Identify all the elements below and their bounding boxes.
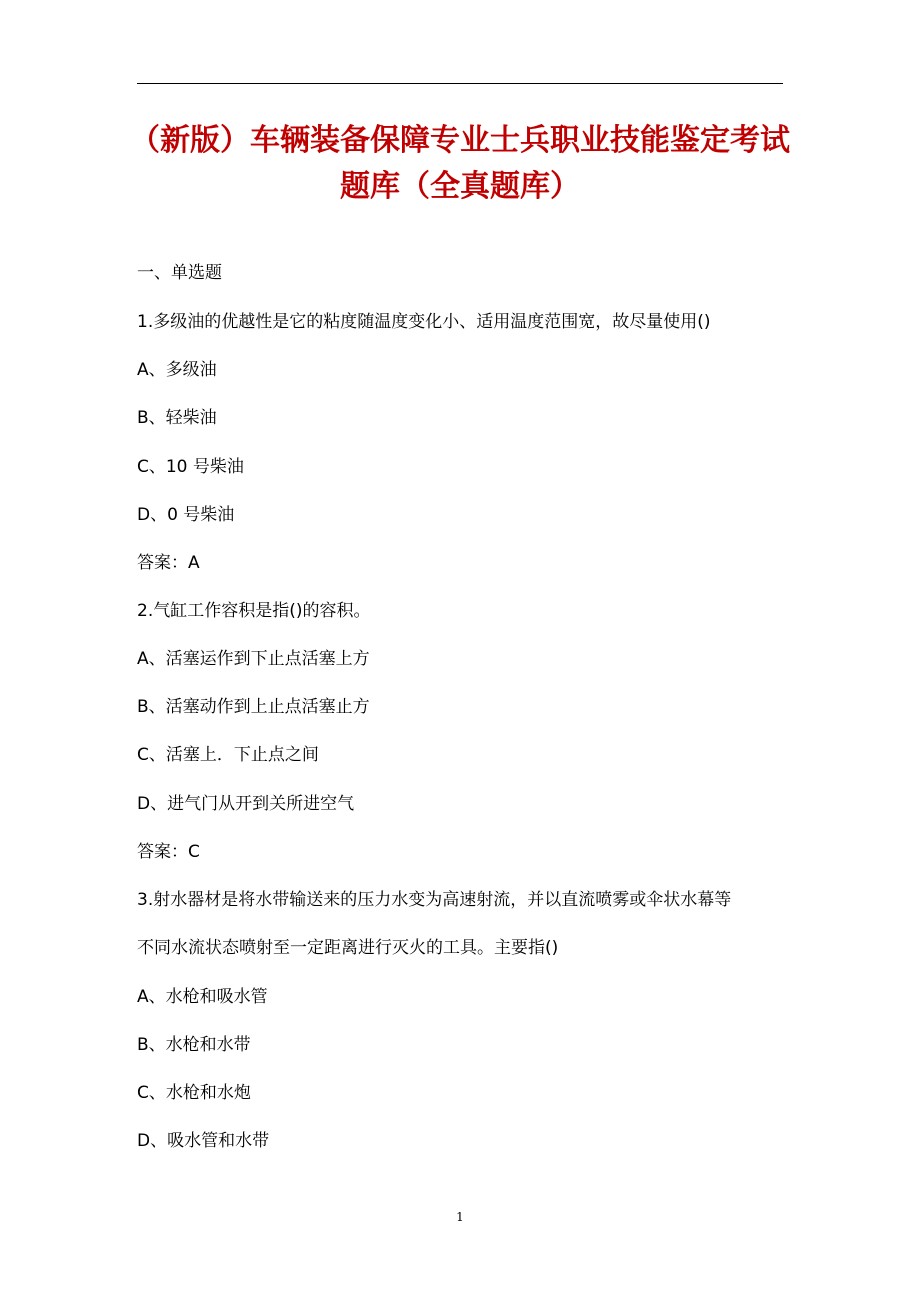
- question-3-stem-line-2: 不同水流状态喷射至一定距离进行灭火的工具。主要指(): [137, 938, 559, 958]
- question-2-option-a: A、活塞运作到下止点活塞上方: [137, 649, 370, 669]
- question-3-option-a: A、水枪和吸水管: [137, 987, 268, 1007]
- question-3-option-d: D、吸水管和水带: [137, 1131, 270, 1151]
- question-2-answer: 答案：C: [137, 842, 200, 862]
- question-3-option-b: B、水枪和水带: [137, 1035, 251, 1055]
- section-heading: 一、单选题: [137, 263, 222, 283]
- page-number: 1: [456, 1210, 464, 1224]
- question-1-option-a: A、多级油: [137, 360, 217, 380]
- question-2-option-d: D、进气门从开到关所进空气: [137, 794, 355, 814]
- question-2-option-b: B、活塞动作到上止点活塞止方: [137, 697, 370, 717]
- question-2-stem: 2.气缸工作容积是指()的容积。: [137, 601, 371, 621]
- question-2-option-c: C、活塞上．下止点之间: [137, 745, 319, 765]
- question-3-stem-line-1: 3.射水器材是将水带输送来的压力水变为高速射流，并以直流喷雾或伞状水幕等: [137, 890, 732, 910]
- document-title: （新版）车辆装备保障专业士兵职业技能鉴定考试题库（全真题库）: [130, 123, 790, 204]
- header-rule: [137, 83, 783, 84]
- question-1-stem: 1.多级油的优越性是它的粘度随温度变化小、适用温度范围宽，故尽量使用(): [137, 312, 711, 332]
- question-1-option-d: D、0 号柴油: [137, 505, 235, 525]
- question-1-answer: 答案：A: [137, 553, 200, 573]
- question-3-option-c: C、水枪和水炮: [137, 1083, 251, 1103]
- question-1-option-c: C、10 号柴油: [137, 457, 244, 477]
- question-1-option-b: B、轻柴油: [137, 408, 217, 428]
